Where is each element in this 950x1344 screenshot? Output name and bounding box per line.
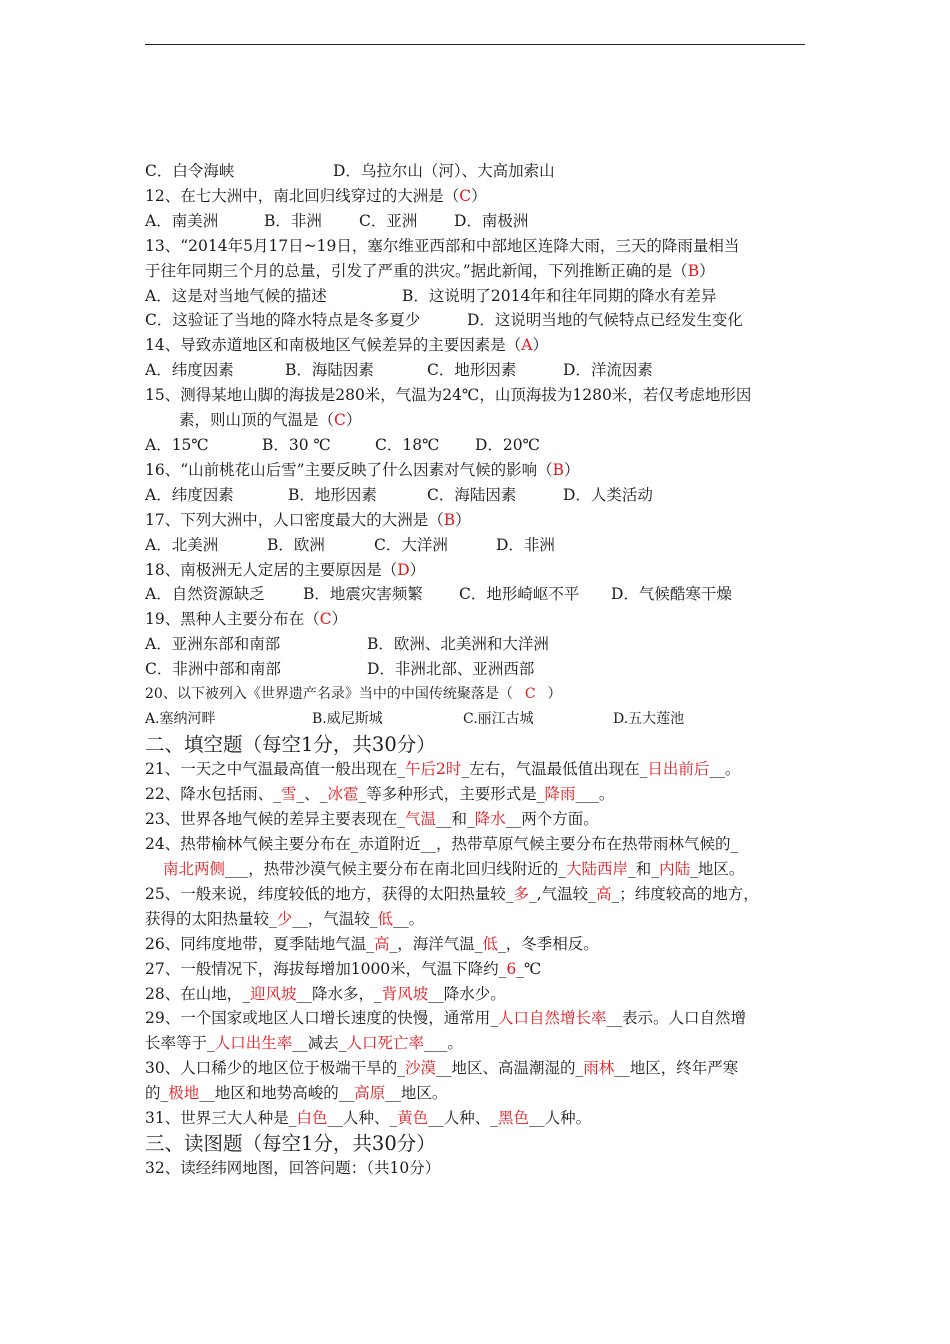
q16-options: A．纬度因素 B．地形因素 C．海陆因素 D．人类活动	[145, 485, 653, 504]
q18-question: 18、南极洲无人定居的主要原因是（D）	[145, 560, 426, 579]
q20-options: A.塞纳河畔 B.威尼斯城 C.丽江古城 D.五大莲池	[145, 710, 685, 727]
q30-line2: 的_极地__地区和地势高峻的__高原__地区。	[145, 1084, 448, 1103]
answer: D	[397, 560, 410, 579]
answer: C	[319, 610, 332, 629]
q29-line2: 长率等于_人口出生率__减去_人口死亡率___。	[145, 1034, 463, 1053]
q18-options: A．自然资源缺乏 B．地震灾害频繁 C．地形崎岖不平 D．气候酷寒干燥	[145, 585, 732, 604]
option-d: D．乌拉尔山（河）、大高加索山	[333, 162, 555, 180]
answer: 内陆	[659, 859, 691, 878]
answer: 降水	[474, 810, 506, 829]
q13-question-line2: 于往年同期三个月的总量，引发了严重的洪灾。”据此新闻，下列推断正确的是（B）	[145, 261, 715, 280]
q30-line1: 30、人口稀少的地区位于极端干旱的_沙漠__地区、高温潮湿的_雨林__地区，终年严寒	[145, 1059, 739, 1078]
answer: 雪	[280, 785, 297, 804]
answer: 人口自然增长率	[497, 1009, 607, 1028]
answer: 背风坡	[381, 984, 429, 1003]
answer: 气温	[404, 810, 436, 829]
q17-options: A．北美洲 B．欧洲 C．大洋洲 D．非洲	[145, 535, 555, 554]
section-heading-fill-blank: 二、填空题（每空1分，共30分）	[145, 732, 436, 756]
answer: 白色	[296, 1109, 328, 1128]
q25-line2: 获得的太阳热量较_少__，气温较_低__。	[145, 909, 425, 928]
q27: 27、一般情况下，海拔每增加1000米，气温下降约_6_℃	[145, 959, 542, 978]
answer: 黄色	[397, 1109, 429, 1128]
answer: 低	[377, 909, 394, 928]
answer: 沙漠	[404, 1059, 436, 1078]
answer: B	[552, 460, 564, 479]
answer: 多	[513, 884, 529, 903]
q13-question-line1: 13、“2014年5月17日~19日，塞尔维亚西部和中部地区连降大雨，三天的降雨量相当	[145, 236, 740, 255]
answer: 冰雹	[327, 785, 359, 804]
q15-question-line2: 素，则山顶的气温是（C）	[179, 411, 362, 430]
answer: 人口出生率	[214, 1034, 293, 1053]
answer: 6	[506, 959, 517, 978]
answer: 日出前后	[647, 760, 710, 779]
q23: 23、世界各地气候的差异主要表现在_气温__和_降水__两个方面。	[145, 810, 599, 829]
q12-question: 12、在七大洲中，南北回归线穿过的大洲是（C）	[145, 186, 487, 205]
q32: 32、读经纬网地图，回答问题：（共10分）	[145, 1159, 441, 1178]
answer: 高原	[354, 1084, 386, 1103]
answer: 降雨	[544, 785, 576, 804]
q29-line1: 29、一个国家或地区人口增长速度的快慢，通常用_人口自然增长率__表示。人口自然增	[145, 1009, 747, 1028]
answer: 低	[482, 934, 499, 953]
answer: 雨林	[583, 1059, 615, 1078]
q16-question: 16、“山前桃花山后雪”主要反映了什么因素对气候的影响（B）	[145, 460, 580, 479]
q21: 21、一天之中气温最高值一般出现在_午后2时_左右，气温最低值出现在_日出前后__。	[145, 760, 741, 779]
q28: 28、在山地，_迎风坡__降水多，_背风坡__降水少。	[145, 984, 506, 1003]
answer: C	[524, 686, 536, 703]
q14-question: 14、导致赤道地区和南极地区气候差异的主要因素是（A）	[145, 336, 548, 355]
answer: C	[459, 186, 472, 205]
answer: 黑色	[498, 1109, 530, 1128]
q13-options-ab: A．这是对当地气候的描述 B．这说明了2014年和往年同期的降水有差异	[145, 286, 717, 305]
q19-options-ab: A．亚洲东部和南部 B．欧洲、北美洲和大洋洲	[145, 635, 549, 654]
answer: B	[687, 261, 700, 280]
exam-page	[145, 159, 815, 1181]
section-heading-map-reading: 三、读图题（每空1分，共30分）	[145, 1131, 436, 1155]
answer: 南北两侧	[163, 859, 226, 878]
q19-options-cd: C．非洲中部和南部 D．非洲北部、亚洲西部	[145, 660, 535, 679]
q26: 26、同纬度地带，夏季陆地气温_高_，海洋气温_低_，冬季相反。	[145, 934, 599, 953]
q24-line1: 24、热带榆林气候主要分布在_赤道附近__，热带草原气候主要分布在热带雨林气候的_	[145, 835, 739, 854]
answer: 午后2时	[404, 760, 462, 779]
q24-line2: 南北两侧___，热带沙漠气候主要分布在南北回归线附近的_大陆西岸_和_内陆_地区。	[163, 859, 745, 878]
answer: B	[443, 510, 456, 529]
q15-options: A．15℃ B．30 ℃ C．18℃ D．20℃	[145, 435, 540, 454]
q19-question: 19、黑种人主要分布在（C）	[145, 610, 348, 629]
q14-options: A．纬度因素 B．海陆因素 C．地形因素 D．洋流因素	[145, 361, 653, 380]
answer: C	[334, 411, 346, 430]
q25-line1: 25、一般来说，纬度较低的地方，获得的太阳热量较_多_,气温较_高_；纬度较高的地方，	[145, 884, 759, 903]
header-rule	[145, 44, 805, 45]
q11-options	[145, 159, 815, 184]
option-c: C．白令海峡	[145, 162, 235, 180]
answer: 高	[595, 884, 612, 903]
answer: 大陆西岸	[566, 859, 629, 878]
q20-question: 20、以下被列入《世界遗产名录》当中的中国传统聚落是（ C ）	[145, 686, 562, 703]
q13-options-cd: C．这验证了当地的降水特点是冬多夏少 D．这说明当地的气候特点已经发生变化	[145, 311, 743, 330]
answer: 少	[276, 909, 293, 928]
q17-question: 17、下列大洲中，人口密度最大的大洲是（B）	[145, 510, 471, 529]
q31: 31、世界三大人种是_白色__人种、_黄色__人种、_黑色__人种。	[145, 1109, 592, 1128]
answer: 迎风坡	[249, 984, 297, 1003]
q15-question-line1: 15、测得某地山脚的海拔是280米，气温为24℃，山顶海拔为1280米，若仅考虑地形因	[145, 386, 752, 405]
answer: 人口死亡率	[346, 1034, 425, 1053]
q12-options: A．南美洲 B．非洲 C．亚洲 D．南极洲	[145, 211, 529, 230]
answer: A	[521, 336, 533, 355]
q22: 22、降水包括雨、_雪_、_冰雹_等多种形式，主要形式是_降雨___。	[145, 785, 615, 804]
answer: 高	[373, 934, 390, 953]
answer: 极地	[168, 1084, 200, 1103]
